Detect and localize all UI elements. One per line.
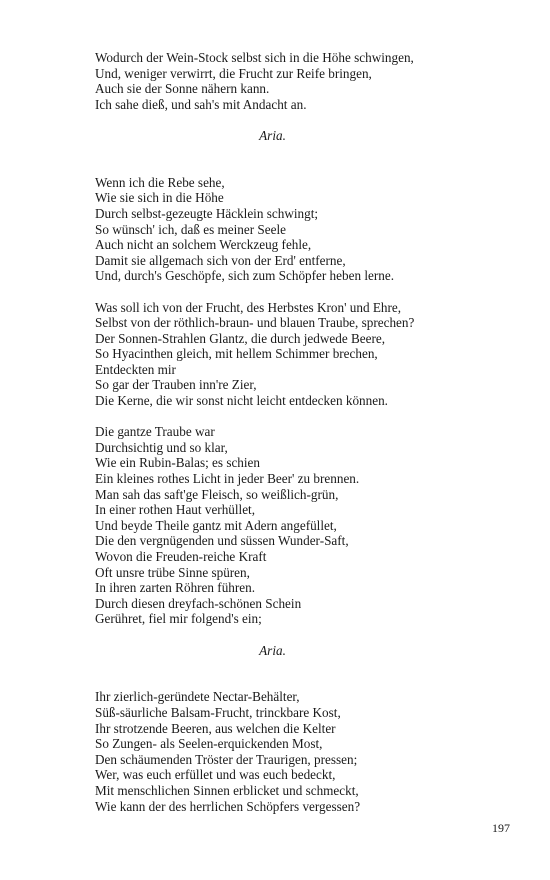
- verse-line: Damit sie allgemach sich von der Erd' entferne,: [95, 252, 346, 268]
- verse-line: Wodurch der Wein-Stock selbst sich in die Höhe schwingen,: [95, 50, 414, 65]
- page-number: 197: [492, 821, 510, 835]
- verse-line: So gar der Trauben inn're Zier,: [95, 377, 257, 393]
- verse-line: Wie sie sich in die Höhe: [95, 190, 224, 206]
- verse-line: So wünsch' ich, daß es meiner Seele: [95, 221, 286, 237]
- verse-line: Was soll ich von der Frucht, des Herbstes Kron' und Ehre,: [95, 299, 402, 315]
- verse-line: Durch diesen dreyfach-schönen Schein: [95, 595, 302, 611]
- verse-line: Gerühret, fiel mir folgend's ein;: [95, 611, 262, 627]
- poem-text: [95, 50, 495, 814]
- verse-line: Der Sonnen-Strahlen Glantz, die durch jedwede Beere,: [95, 330, 386, 346]
- stanza: [95, 424, 495, 627]
- verse-line: Die Kerne, die wir sonst nicht leicht entdecken können.: [95, 393, 388, 409]
- stanza: [95, 689, 495, 814]
- verse-line: Entdeckten mir: [95, 361, 176, 377]
- verse-line: Auch nicht an solchem Werckzeug fehle,: [95, 237, 312, 253]
- verse-line: Durch selbst-gezeugte Häcklein schwingt;: [95, 205, 319, 221]
- verse-line: Die den vergnügenden und süssen Wunder-Saft,: [95, 533, 349, 549]
- stanza-gap: [95, 627, 495, 643]
- section-heading: Aria.: [259, 642, 286, 658]
- verse-line: So Hyacinthen gleich, mit hellem Schimmer brechen,: [95, 346, 378, 362]
- verse-line: In einer rothen Haut verhüllet,: [95, 502, 256, 518]
- verse-line: In ihren zarten Röhren führen.: [95, 580, 256, 596]
- verse-line: Oft unsre trübe Sinne spüren,: [95, 564, 250, 580]
- heading-gap: [95, 658, 495, 674]
- verse-line: Und, weniger verwirrt, die Frucht zur Reife bringen,: [95, 65, 372, 81]
- verse-line: Ihr strotzende Beeren, aus welchen die Kelter: [95, 720, 336, 736]
- verse-line: Ein kleines rothes Licht in jeder Beer' zu brennen.: [95, 471, 360, 487]
- verse-line: So Zungen- als Seelen-erquickenden Most,: [95, 736, 323, 752]
- verse-line: Mit menschlichen Sinnen erblicket und schmeckt,: [95, 782, 359, 798]
- verse-line: Und, durch's Geschöpfe, sich zum Schöpfer heben lerne.: [95, 268, 394, 284]
- verse-line: Selbst von der röthlich-braun- und blauen Traube, sprechen?: [95, 315, 415, 331]
- verse-line: Durchsichtig und so klar,: [95, 439, 228, 455]
- stanza-gap: [95, 674, 495, 690]
- stanza: [95, 300, 495, 409]
- verse-line: Ihr zierlich-geründete Nectar-Behälter,: [95, 689, 300, 705]
- verse-line: Süß-säurliche Balsam-Frucht, trinckbare Kost,: [95, 704, 341, 720]
- verse-line: Auch sie der Sonne nähern kann.: [95, 81, 270, 97]
- verse-line: Wie kann der des herrlichen Schöpfers vergessen?: [95, 798, 361, 814]
- stanza: [95, 175, 495, 284]
- verse-line: Und beyde Theile gantz mit Adern angefüllet,: [95, 517, 337, 533]
- heading-gap: [95, 144, 495, 160]
- stanza-gap: [95, 409, 495, 425]
- verse-line: Die gantze Traube war: [95, 424, 215, 440]
- stanza-gap: [95, 159, 495, 175]
- verse-line: Wer, was euch erfüllet und was euch bedeckt,: [95, 767, 336, 783]
- verse-line: Wenn ich die Rebe sehe,: [95, 174, 225, 190]
- stanza-gap: [95, 284, 495, 300]
- verse-line: Den schäumenden Tröster der Traurigen, pressen;: [95, 751, 358, 767]
- stanza-gap: [95, 112, 495, 128]
- stanza: [95, 50, 495, 112]
- verse-line: Wovon die Freuden-reiche Kraft: [95, 549, 267, 564]
- verse-line: Ich sahe dieß, und sah's mit Andacht an.: [95, 96, 307, 112]
- verse-line: Wie ein Rubin-Balas; es schien: [95, 455, 261, 471]
- verse-line: Man sah das saft'ge Fleisch, so weißlich-grün,: [95, 486, 339, 502]
- section-heading: Aria.: [259, 127, 286, 143]
